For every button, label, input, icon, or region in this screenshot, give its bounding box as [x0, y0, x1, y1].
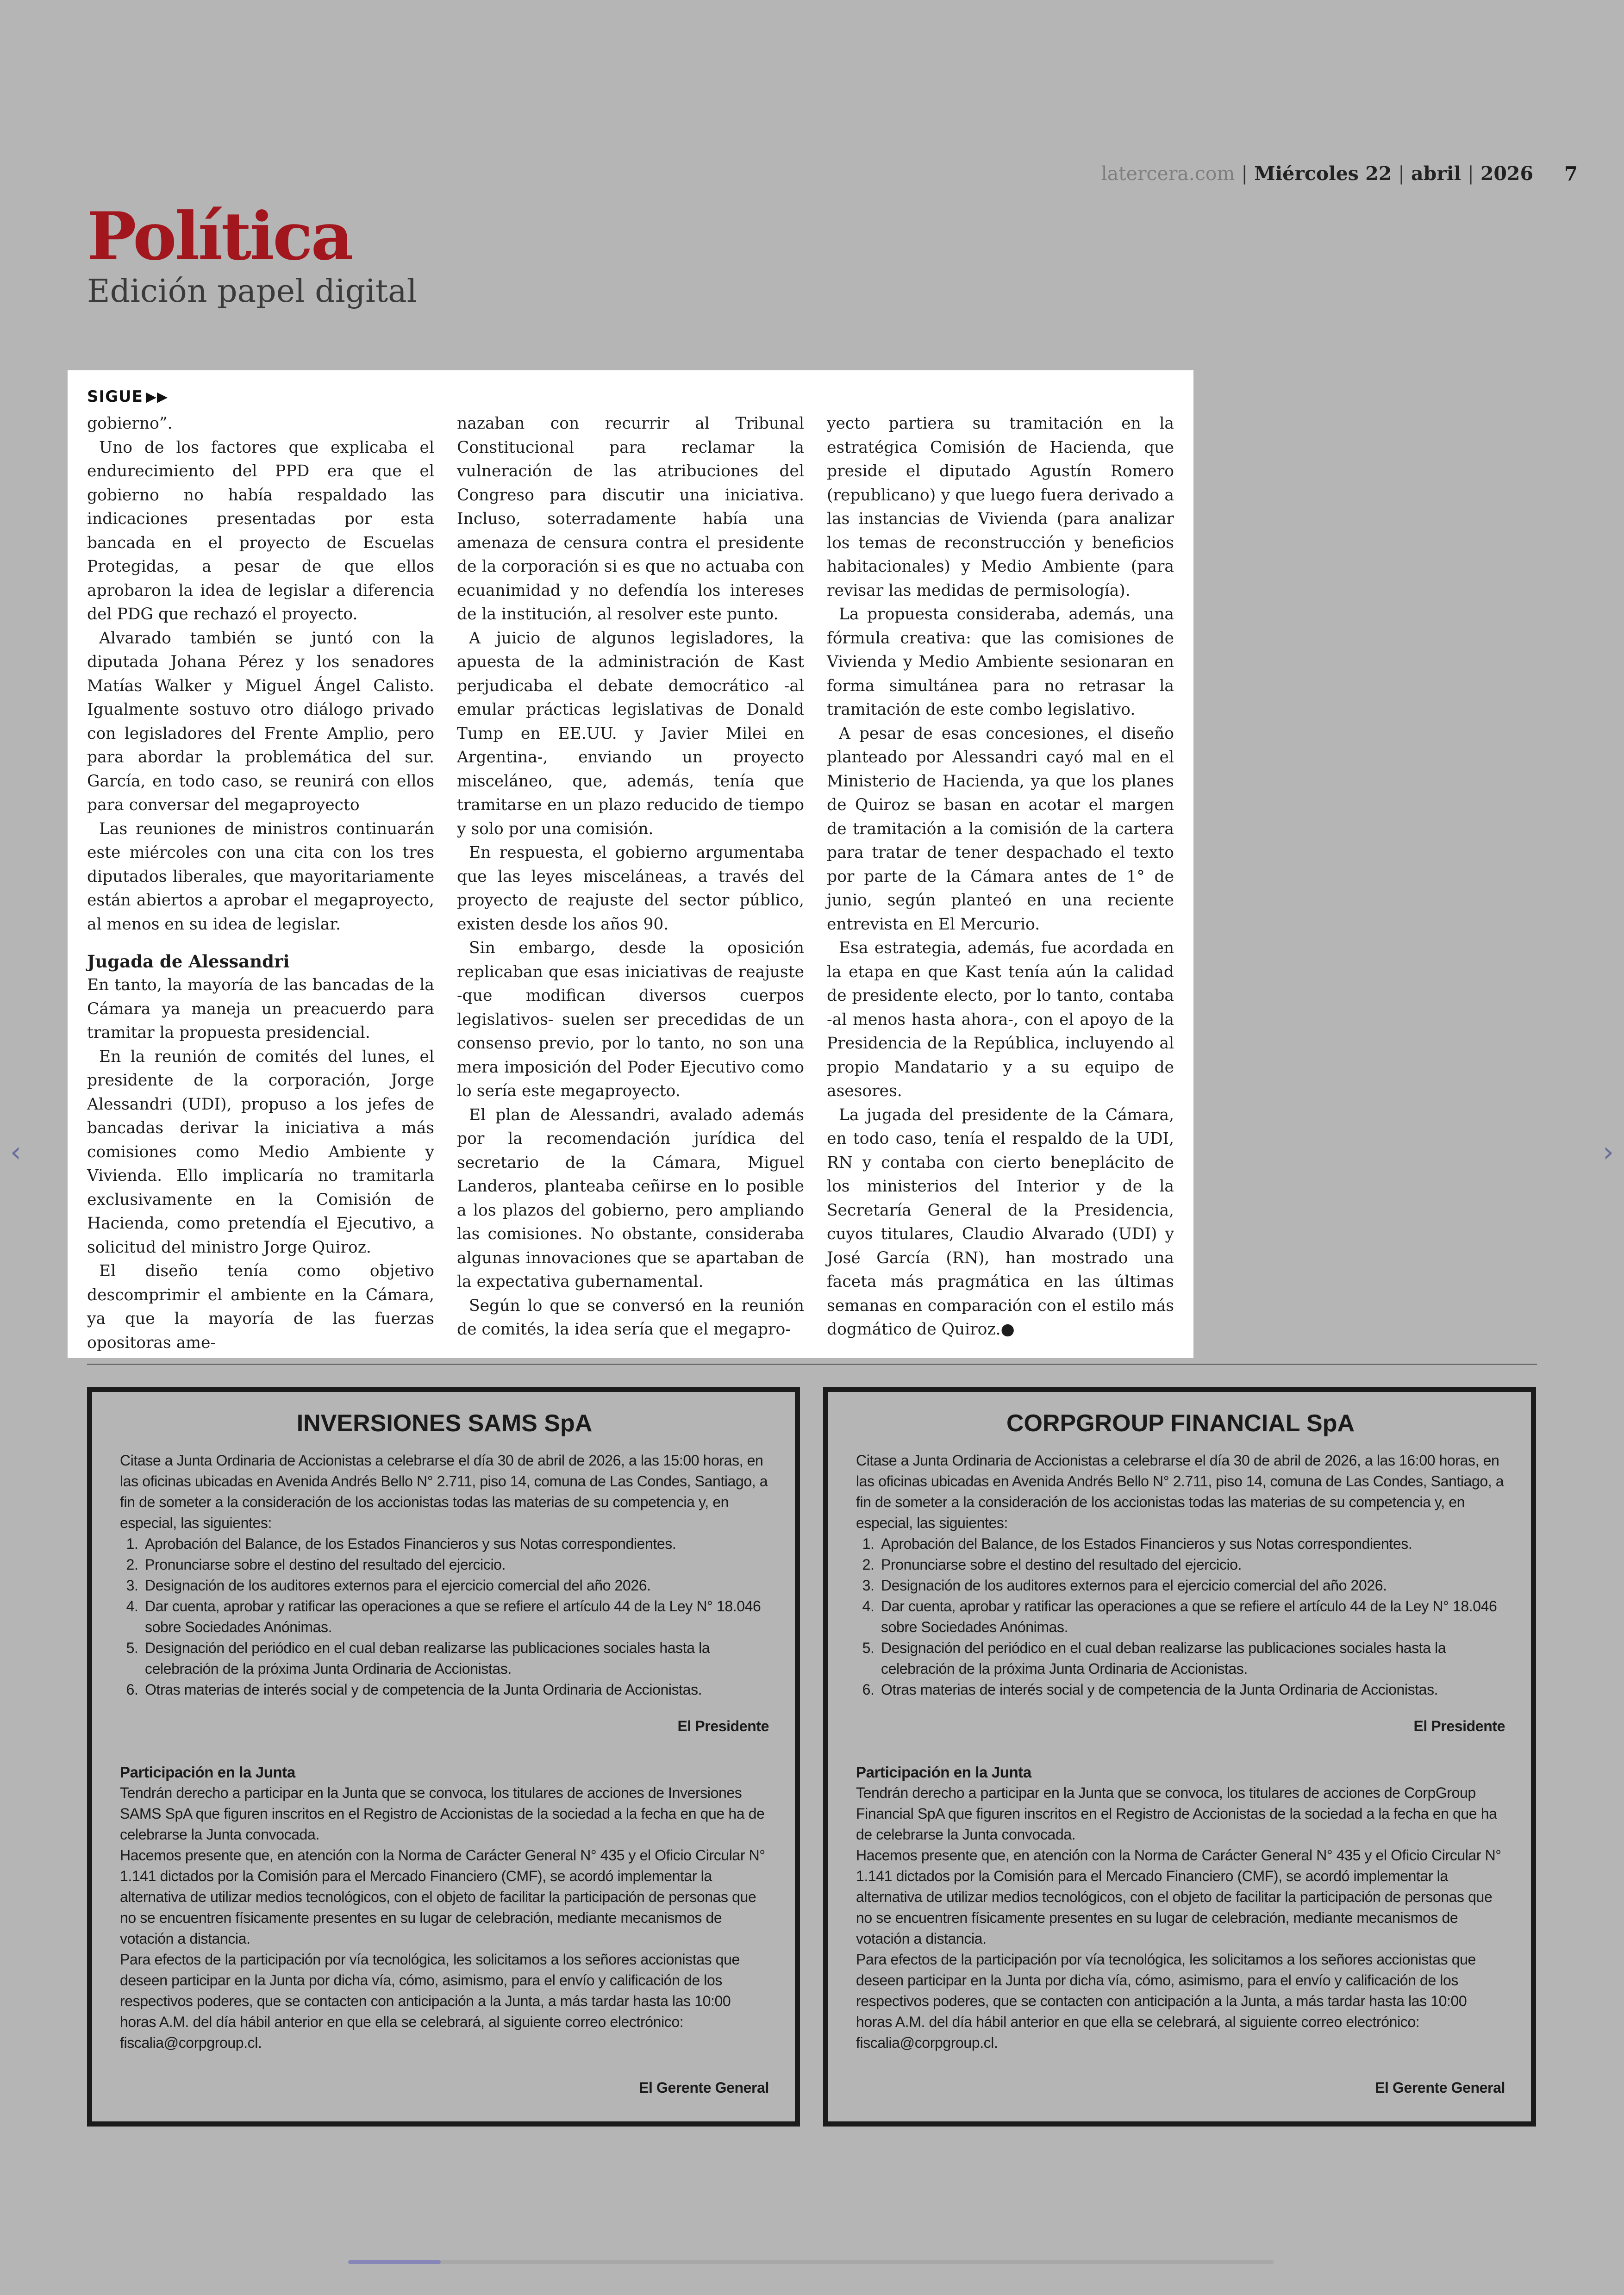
- agenda-item: 5. Designación del periódico en el cual deban realizarse las publicaciones sociales hasta la celebración de la próxima Junta Ordinaria de Accionistas.: [878, 1638, 1505, 1679]
- legal-notice-corpgroup: [823, 1387, 1536, 2127]
- notice-title: CORPGROUP FINANCIAL SpA: [1006, 1410, 1355, 1437]
- agenda-item: 1. Aprobación del Balance, de los Estados Financieros y sus Notas correspondientes.: [142, 1534, 769, 1554]
- notice-body: [856, 1450, 1505, 2098]
- article-paragraph: En tanto, la mayoría de las bancadas de la Cámara ya maneja un preacuerdo para tramitar la propuesta presidencial.: [87, 976, 434, 1042]
- article-paragraph: El diseño tenía como objetivo descomprimir el ambiente en la Cámara, ya que la mayoría de las fuerzas opositoras ame-: [87, 1262, 434, 1352]
- notice-intro: Citase a Junta Ordinaria de Accionistas a celebrarse el día 30 de abril de 2026, a las 15:00 horas, en las oficinas ubicadas en Avenida Andrés Bello N° 2.711, piso 14, comuna de Las Condes, Santiago, a fin de someter a la consideración de los accionistas todas las materias de su competencia y, en especial, las siguientes:: [120, 1452, 768, 1531]
- article-paragraph: Sin embargo, desde la oposición replicaban que esas iniciativas de reajuste -que modifican diversos cuerpos legislativos- suelen ser precedidas de un consenso previo, por lo tanto, no son una mera imposición del Poder Ejecutivo como lo sería este megaproyecto.: [457, 939, 804, 1100]
- article-paragraph: Alvarado también se juntó con la diputada Johana Pérez y los senadores Matías Walker y Miguel Ángel Calisto. Igualmente sostuvo otro diálogo privado con legisladores del Frente Amplio, pero para abordar la problemática del sur. García, en todo caso, se reunirá con ellos para conversar del megaproyecto: [87, 629, 434, 814]
- continued-text: SIGUE: [87, 387, 143, 406]
- article-paragraph: gobierno”.: [87, 414, 173, 433]
- agenda-item: 3. Designación de los auditores externos para el ejercicio comercial del año 2026.: [878, 1575, 1505, 1596]
- notice-paragraph: Hacemos presente que, en atención con la Norma de Carácter General N° 435 y el Oficio Circular N° 1.141 dictados por la Comisión para el Mercado Financiero (CMF), se acordó implementar la alternativa de utilizar medios tecnológicos, con el objeto de facilitar la participación de personas que no se encuentren físicamente presentes en su lugar de celebración, mediante mecanismos de votación a distancia.: [120, 1847, 765, 1947]
- notice-intro: Citase a Junta Ordinaria de Accionistas a celebrarse el día 30 de abril de 2026, a las 16:00 horas, en las oficinas ubicadas en Avenida Andrés Bello N° 2.711, piso 14, comuna de Las Condes, Santiago, a fin de someter a la consideración de los accionistas todas las materias de su competencia y, en especial, las siguientes:: [856, 1452, 1504, 1531]
- agenda-item: 4. Dar cuenta, aprobar y ratificar las operaciones a que se refiere el artículo 44 de la Ley N° 18.046 sobre Sociedades Anónimas.: [142, 1596, 769, 1638]
- masthead-info: [1101, 160, 1533, 187]
- legal-notice-sams: [87, 1387, 800, 2127]
- agenda-item: 2. Pronunciarse sobre el destino del resultado del ejercicio.: [878, 1554, 1505, 1575]
- separator: |: [1468, 162, 1474, 185]
- article-paragraph: En la reunión de comités del lunes, el presidente de la corporación, Jorge Alessandri (UDI), propuso a los jefes de bancadas derivar la iniciativa a más comisiones como Medio Ambiente y Vivienda. Ello implicaría no tramitarla exclusivamente en la Comisión de Hacienda, como pretendía el Ejecutivo, a solicitud del ministro Jorge Quiroz.: [87, 1047, 434, 1257]
- article-paragraph: El plan de Alessandri, avalado además por la recomendación jurídica del secretario de la Cámara, Miguel Landeros, planteaba ceñirse en lo posible a los plazos del gobierno, pero ampliando las comisiones. No obstante, consideraba algunas innovaciones que se apartaban de la expectativa gubernamental.: [457, 1105, 804, 1291]
- article-paragraph: nazaban con recurrir al Tribunal Constitucional para reclamar la vulneración de las atribuciones del Congreso para discutir una iniciativa. Incluso, soterradamente había una amenaza de censura contra el presidente de la corporación si es que no actuaba con ecuanimidad y no defendía los intereses de la institución, al resolver este punto.: [457, 414, 804, 624]
- article-column-3: [827, 412, 1174, 1339]
- section-subtitle: Edición papel digital: [87, 273, 417, 310]
- agenda-item: 4. Dar cuenta, aprobar y ratificar las operaciones a que se refiere el artículo 44 de la Ley N° 18.046 sobre Sociedades Anónimas.: [878, 1596, 1505, 1638]
- notice-paragraph: Para efectos de la participación por vía tecnológica, les solicitamos a los señores accionistas que deseen participar en la Junta por dicha vía, cómo, asimismo, para el envío y calificación de los respectivos poderes, que se contacten con anticipación a la Junta, a más tardar hasta las 10:00 horas A.M. del día hábil anterior en que ella se celebrará, al siguiente correo electrónico: fiscalia@corpgroup.cl.: [120, 1951, 740, 2051]
- agenda-item: 2. Pronunciarse sobre el destino del resultado del ejercicio.: [142, 1554, 769, 1575]
- date-month: abril: [1411, 162, 1462, 185]
- agenda-item: 3. Designación de los auditores externos para el ejercicio comercial del año 2026.: [142, 1575, 769, 1596]
- signature-manager: El Gerente General: [1375, 2079, 1505, 2096]
- site-name: latercera.com: [1101, 162, 1235, 185]
- article-subheading: Jugada de Alessandri: [87, 951, 290, 972]
- page-number: 7: [1564, 162, 1578, 185]
- article-paragraph: Según lo que se conversó en la reunión de comités, la idea sería que el megapro-: [457, 1296, 804, 1339]
- article-column-1: [87, 412, 434, 1352]
- notice-paragraph: Tendrán derecho a participar en la Junta que se convoca, los titulares de acciones de Inversiones SAMS SpA que figuren inscritos en el Registro de Accionistas de la sociedad a la fecha en que ha de celebrarse la Junta convocada.: [120, 1784, 765, 1843]
- notice-paragraph: Hacemos presente que, en atención con la Norma de Carácter General N° 435 y el Oficio Circular N° 1.141 dictados por la Comisión para el Mercado Financiero (CMF), se acordó implementar la alternativa de utilizar medios tecnológicos, con el objeto de facilitar la participación de personas que no se encuentren físicamente presentes en su lugar de celebración, mediante mecanismos de votación a distancia.: [856, 1847, 1501, 1947]
- article-page: [68, 370, 1193, 1358]
- article-paragraph: En respuesta, el gobierno argumentaba que las leyes misceláneas, a través del proyecto de reajuste del sector público, existen desde los años 90.: [457, 843, 804, 934]
- agenda-list: [120, 1534, 769, 1700]
- section-title: Política: [87, 198, 352, 275]
- chevron-left-icon[interactable]: ‹: [10, 1136, 21, 1168]
- divider: [87, 1364, 1537, 1365]
- agenda-item: 5. Designación del periódico en el cual deban realizarse las publicaciones sociales hasta la celebración de la próxima Junta Ordinaria de Accionistas.: [142, 1638, 769, 1679]
- article-paragraph: A juicio de algunos legisladores, la apuesta de la administración de Kast perjudicaba el debate democrático -al emular prácticas legislativas de Donald Tump en EE.UU. y Javier Milei en Argentina-, enviando un proyecto misceláneo, que, además, tenía que tramitarse en un plazo reducido de tiempo y solo por una comisión.: [457, 629, 804, 838]
- article-paragraph: Esa estrategia, además, fue acordada en la etapa en que Kast tenía aún la calidad de presidente electo, por lo tanto, contaba -al menos hasta ahora-, con el apoyo de la Presidencia de la República, incluyendo al propio Mandatario y a su equipo de asesores.: [827, 939, 1174, 1100]
- article-paragraph: La propuesta consideraba, además, una fórmula creativa: que las comisiones de Vivienda y Medio Ambiente sesionaran en forma simultánea para no retrasar la tramitación de este combo legislativo.: [827, 605, 1174, 719]
- notice-subheading: Participación en la Junta: [120, 1764, 295, 1781]
- double-arrow-icon: ▶▶: [145, 388, 169, 405]
- article-paragraph: A pesar de esas concesiones, el diseño planteado por Alessandri cayó mal en el Ministerio de Hacienda, ya que los planes de Quiroz se basan en acotar el margen de tramitación a la comisión de la cartera para tratar de tener despachado el texto por parte de la Cámara antes de 1° de junio, según planteó en una reciente entrevista en El Mercurio.: [827, 724, 1174, 934]
- continued-label: [87, 385, 1174, 408]
- signature-president: El Presidente: [677, 1718, 769, 1734]
- separator: |: [1241, 162, 1248, 185]
- agenda-item: 6. Otras materias de interés social y de competencia de la Junta Ordinaria de Accionistas.: [878, 1679, 1505, 1700]
- notice-paragraph: Para efectos de la participación por vía tecnológica, les solicitamos a los señores accionistas que deseen participar en la Junta por dicha vía, cómo, asimismo, para el envío y calificación de los respectivos poderes, que se contacten con anticipación a la Junta, a más tardar hasta las 10:00 horas A.M. del día hábil anterior en que ella se celebrará, al siguiente correo electrónico: fiscalia@corpgroup.cl.: [856, 1951, 1476, 2051]
- article-paragraph: yecto partiera su tramitación en la estratégica Comisión de Hacienda, que preside el diputado Agustín Romero (republicano) y que luego fuera derivado a las instancias de Vivienda (para analizar los temas de reconstrucción y beneficios habitacionales) y Medio Ambiente (para revisar las medidas de permisología).: [827, 414, 1174, 600]
- notice-paragraph: Tendrán derecho a participar en la Junta que se convoca, los titulares de acciones de CorpGroup Financial SpA que figuren inscritos en el Registro de Accionistas de la sociedad a la fecha en que ha de celebrarse la Junta convocada.: [856, 1784, 1497, 1843]
- notice-title: INVERSIONES SAMS SpA: [296, 1410, 593, 1437]
- date-year: 2026: [1480, 162, 1533, 185]
- article-paragraph: Uno de los factores que explicaba el endurecimiento del PPD era que el gobierno no había respaldado las indicaciones presentadas por esta bancada en el proyecto de Escuelas Protegidas, a pesar de que ellos aprobaron la idea de legislar a diferencia del PDG que rechazó el proyecto.: [87, 438, 434, 624]
- signature-manager: El Gerente General: [639, 2079, 769, 2096]
- signature-president: El Presidente: [1413, 1718, 1505, 1734]
- notice-subheading: Participación en la Junta: [856, 1764, 1031, 1781]
- separator: |: [1398, 162, 1405, 185]
- reading-progress-bar[interactable]: [348, 2260, 1274, 2264]
- article-column-2: [457, 412, 804, 1339]
- agenda-item: 6. Otras materias de interés social y de competencia de la Junta Ordinaria de Accionistas.: [142, 1679, 769, 1700]
- chevron-right-icon[interactable]: ›: [1603, 1136, 1614, 1168]
- agenda-item: 1. Aprobación del Balance, de los Estados Financieros y sus Notas correspondientes.: [878, 1534, 1505, 1554]
- reading-progress-fill: [348, 2260, 441, 2264]
- agenda-list: [856, 1534, 1505, 1700]
- date-weekday: Miércoles 22: [1254, 162, 1392, 185]
- end-mark-icon: ●: [1000, 1320, 1015, 1339]
- article-columns: [87, 412, 1174, 1352]
- article-paragraph: La jugada del presidente de la Cámara, en todo caso, tenía el respaldo de la UDI, RN y contaba con cierto beneplácito de los ministerios del Interior y de la Secretaría General de la Presidencia, cuyos titulares, Claudio Alvarado (UDI) y José García (RN), han mostrado una faceta más pragmática en las últimas semanas en comparación con el estilo más dogmático de Quiroz.●: [827, 1105, 1174, 1339]
- notice-body: [120, 1450, 769, 2098]
- article-paragraph: Las reuniones de ministros continuarán este miércoles con una cita con los tres diputados liberales, que mayoritariamente están abiertos a aprobar el megaproyecto, al menos en su idea de legislar.: [87, 819, 434, 934]
